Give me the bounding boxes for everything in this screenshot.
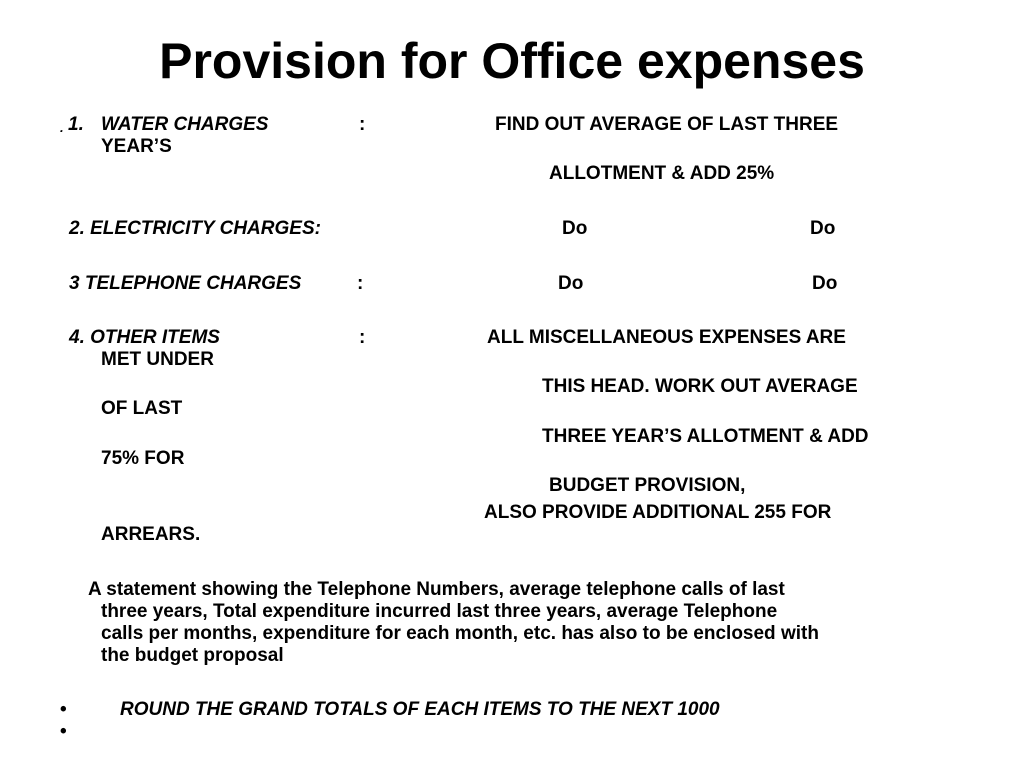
item-4-text-line-6: 75% FOR <box>101 448 185 469</box>
bullet-1-symbol: • <box>60 699 67 720</box>
item-1-dot: . <box>60 120 64 135</box>
item-4-text-line-5: THREE YEAR’S ALLOTMENT & ADD <box>542 426 869 447</box>
item-3-separator: : <box>357 273 364 294</box>
item-4-text-line-7: BUDGET PROVISION, <box>549 475 746 496</box>
item-4-text-line-8: ALSO PROVIDE ADDITIONAL 255 FOR <box>484 502 832 523</box>
statement-line-2: three years, Total expenditure incurred last three years, average Telephone <box>101 601 778 622</box>
item-3-col1: Do <box>558 273 584 294</box>
item-1-separator: : <box>359 114 366 135</box>
item-4-label: 4. OTHER ITEMS <box>69 327 220 348</box>
item-4-text-line-1: ALL MISCELLANEOUS EXPENSES ARE <box>487 327 846 348</box>
item-4-text-line-4: OF LAST <box>101 398 183 419</box>
statement-line-3: calls per months, expenditure for each month, etc. has also to be enclosed with <box>101 623 819 644</box>
item-4-text-line-2: MET UNDER <box>101 349 214 370</box>
item-4-text-line-3: THIS HEAD. WORK OUT AVERAGE <box>542 376 858 397</box>
item-2-col2: Do <box>810 218 836 239</box>
page-title: Provision for Office expenses <box>159 33 865 89</box>
item-1-text-line-2: YEAR’S <box>101 136 172 157</box>
item-1-number: 1. <box>68 114 84 135</box>
item-3-col2: Do <box>812 273 838 294</box>
statement-line-1: A statement showing the Telephone Numbers, average telephone calls of last <box>88 579 785 600</box>
item-1-text-line-1: FIND OUT AVERAGE OF LAST THREE <box>495 114 839 135</box>
item-2-col1: Do <box>562 218 588 239</box>
item-1-text-line-3: ALLOTMENT & ADD 25% <box>549 163 775 184</box>
item-4-text-line-9: ARREARS. <box>101 524 201 545</box>
item-3-label: 3 TELEPHONE CHARGES <box>69 273 302 294</box>
statement-paragraph <box>88 579 978 667</box>
item-1-label: WATER CHARGES <box>101 114 269 135</box>
bullet-2-symbol: • <box>60 721 67 742</box>
bullet-1-text: ROUND THE GRAND TOTALS OF EACH ITEMS TO THE NEXT 1000 <box>120 699 720 720</box>
statement-line-4: the budget proposal <box>101 645 284 666</box>
item-4-separator: : <box>359 327 366 348</box>
item-2-label: 2. ELECTRICITY CHARGES: <box>69 218 321 239</box>
